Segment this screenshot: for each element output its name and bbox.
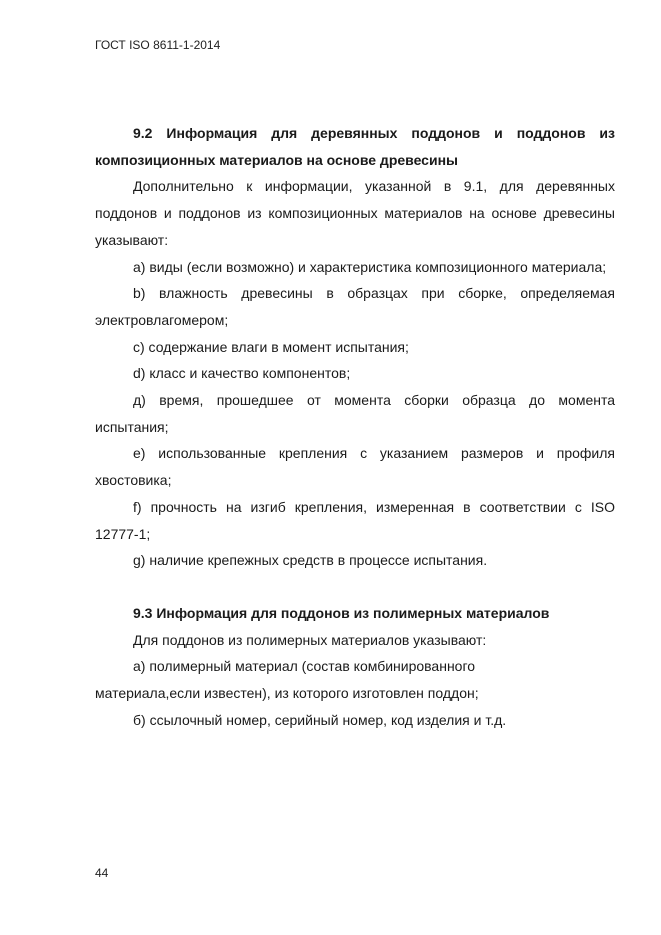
- list-item: d) класс и качество компонентов;: [133, 365, 351, 382]
- list-item: а) виды (если возможно) и характеристика композиционного материала;: [133, 258, 607, 275]
- document-header: ГОСТ ISO 8611-1-2014: [95, 38, 221, 52]
- list-item: b) влажность древесины в образцах при сборке, определяемая электровлагомером;: [95, 285, 615, 328]
- list-item-a-line2: материала,если известен), из которого изготовлен поддон;: [95, 685, 479, 702]
- page-number: 44: [95, 866, 109, 880]
- list-item: д) время, прошедшее от момента сборки образца до момента испытания;: [95, 392, 615, 435]
- section-9-3-intro: Для поддонов из полимерных материалов указывают:: [133, 631, 487, 648]
- section-9-2-intro: Дополнительно к информации, указанной в 9.1, для деревянных поддонов и поддонов из композиционных материалов на основе древесины указывают:: [95, 178, 615, 248]
- document-body: [95, 120, 615, 733]
- section-9-3-heading: 9.3 Информация для поддонов из полимерных материалов: [133, 604, 550, 621]
- list-item: g) наличие крепежных средств в процессе испытания.: [133, 552, 488, 569]
- section-9-2-heading: 9.2 Информация для деревянных поддонов и поддонов из композиционных материалов на основе древесины: [95, 125, 615, 168]
- list-item: f) прочность на изгиб крепления, измеренная в соответствии с ISO 12777-1;: [95, 498, 615, 542]
- list-item-b: б) ссылочный номер, серийный номер, код изделия и т.д.: [133, 711, 507, 728]
- section-spacer: [95, 574, 615, 600]
- list-item-a-line1: а) полимерный материал (состав комбинированного: [133, 658, 476, 675]
- list-item: с) содержание влаги в момент испытания;: [133, 338, 409, 355]
- list-item: е) использованные крепления с указанием размеров и профиля хвостовика;: [95, 445, 615, 489]
